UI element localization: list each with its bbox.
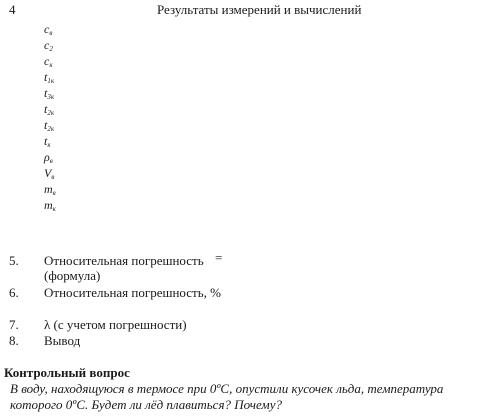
item-6-number: 6. — [9, 285, 19, 300]
symbol-m-k: $m_к$ — [44, 198, 56, 213]
symbol-t-1k: $t_{1к}$ — [44, 70, 55, 85]
item-8-number: 8. — [9, 333, 19, 348]
item-5-text: Относительная погрешность (формула) — [44, 253, 204, 283]
control-question-heading: Контрольный вопрос — [4, 365, 130, 380]
row-number: 4 — [9, 2, 16, 17]
control-question-text: В воду, находящуюся в термосе при 0ºС, опустили кусочек льда, температура которого 0ºС. Будет ли лёд плавиться? Почему? — [10, 381, 444, 412]
item-7-number: 7. — [9, 317, 19, 332]
symbol-c-k: $c_к$ — [44, 54, 53, 69]
table-title: Результаты измерений и вычислений — [157, 2, 362, 17]
item-7-text: λ (с учетом погрешности) — [44, 317, 187, 332]
symbol-t-2k-a: $t_{2к}$ — [44, 102, 55, 117]
item-8-text: Вывод — [44, 333, 81, 348]
symbol-rho-v: $\rho_в$ — [44, 150, 53, 165]
item-5-number: 5. — [9, 253, 19, 268]
symbol-c-2: $c_2$ — [44, 38, 53, 53]
item-6-text: Относительная погрешность, % — [44, 285, 221, 300]
item-5-equals: = — [215, 250, 223, 265]
symbol-t-2k-b: $t_{2к}$ — [44, 118, 55, 133]
symbol-t-k: $t_к$ — [44, 134, 51, 149]
symbol-V-v: $V_в$ — [44, 166, 55, 181]
symbol-m-v: $m_в$ — [44, 182, 56, 197]
symbol-t-3k: $t_{3к}$ — [44, 86, 55, 101]
symbol-c-v: $c_в$ — [44, 22, 53, 37]
